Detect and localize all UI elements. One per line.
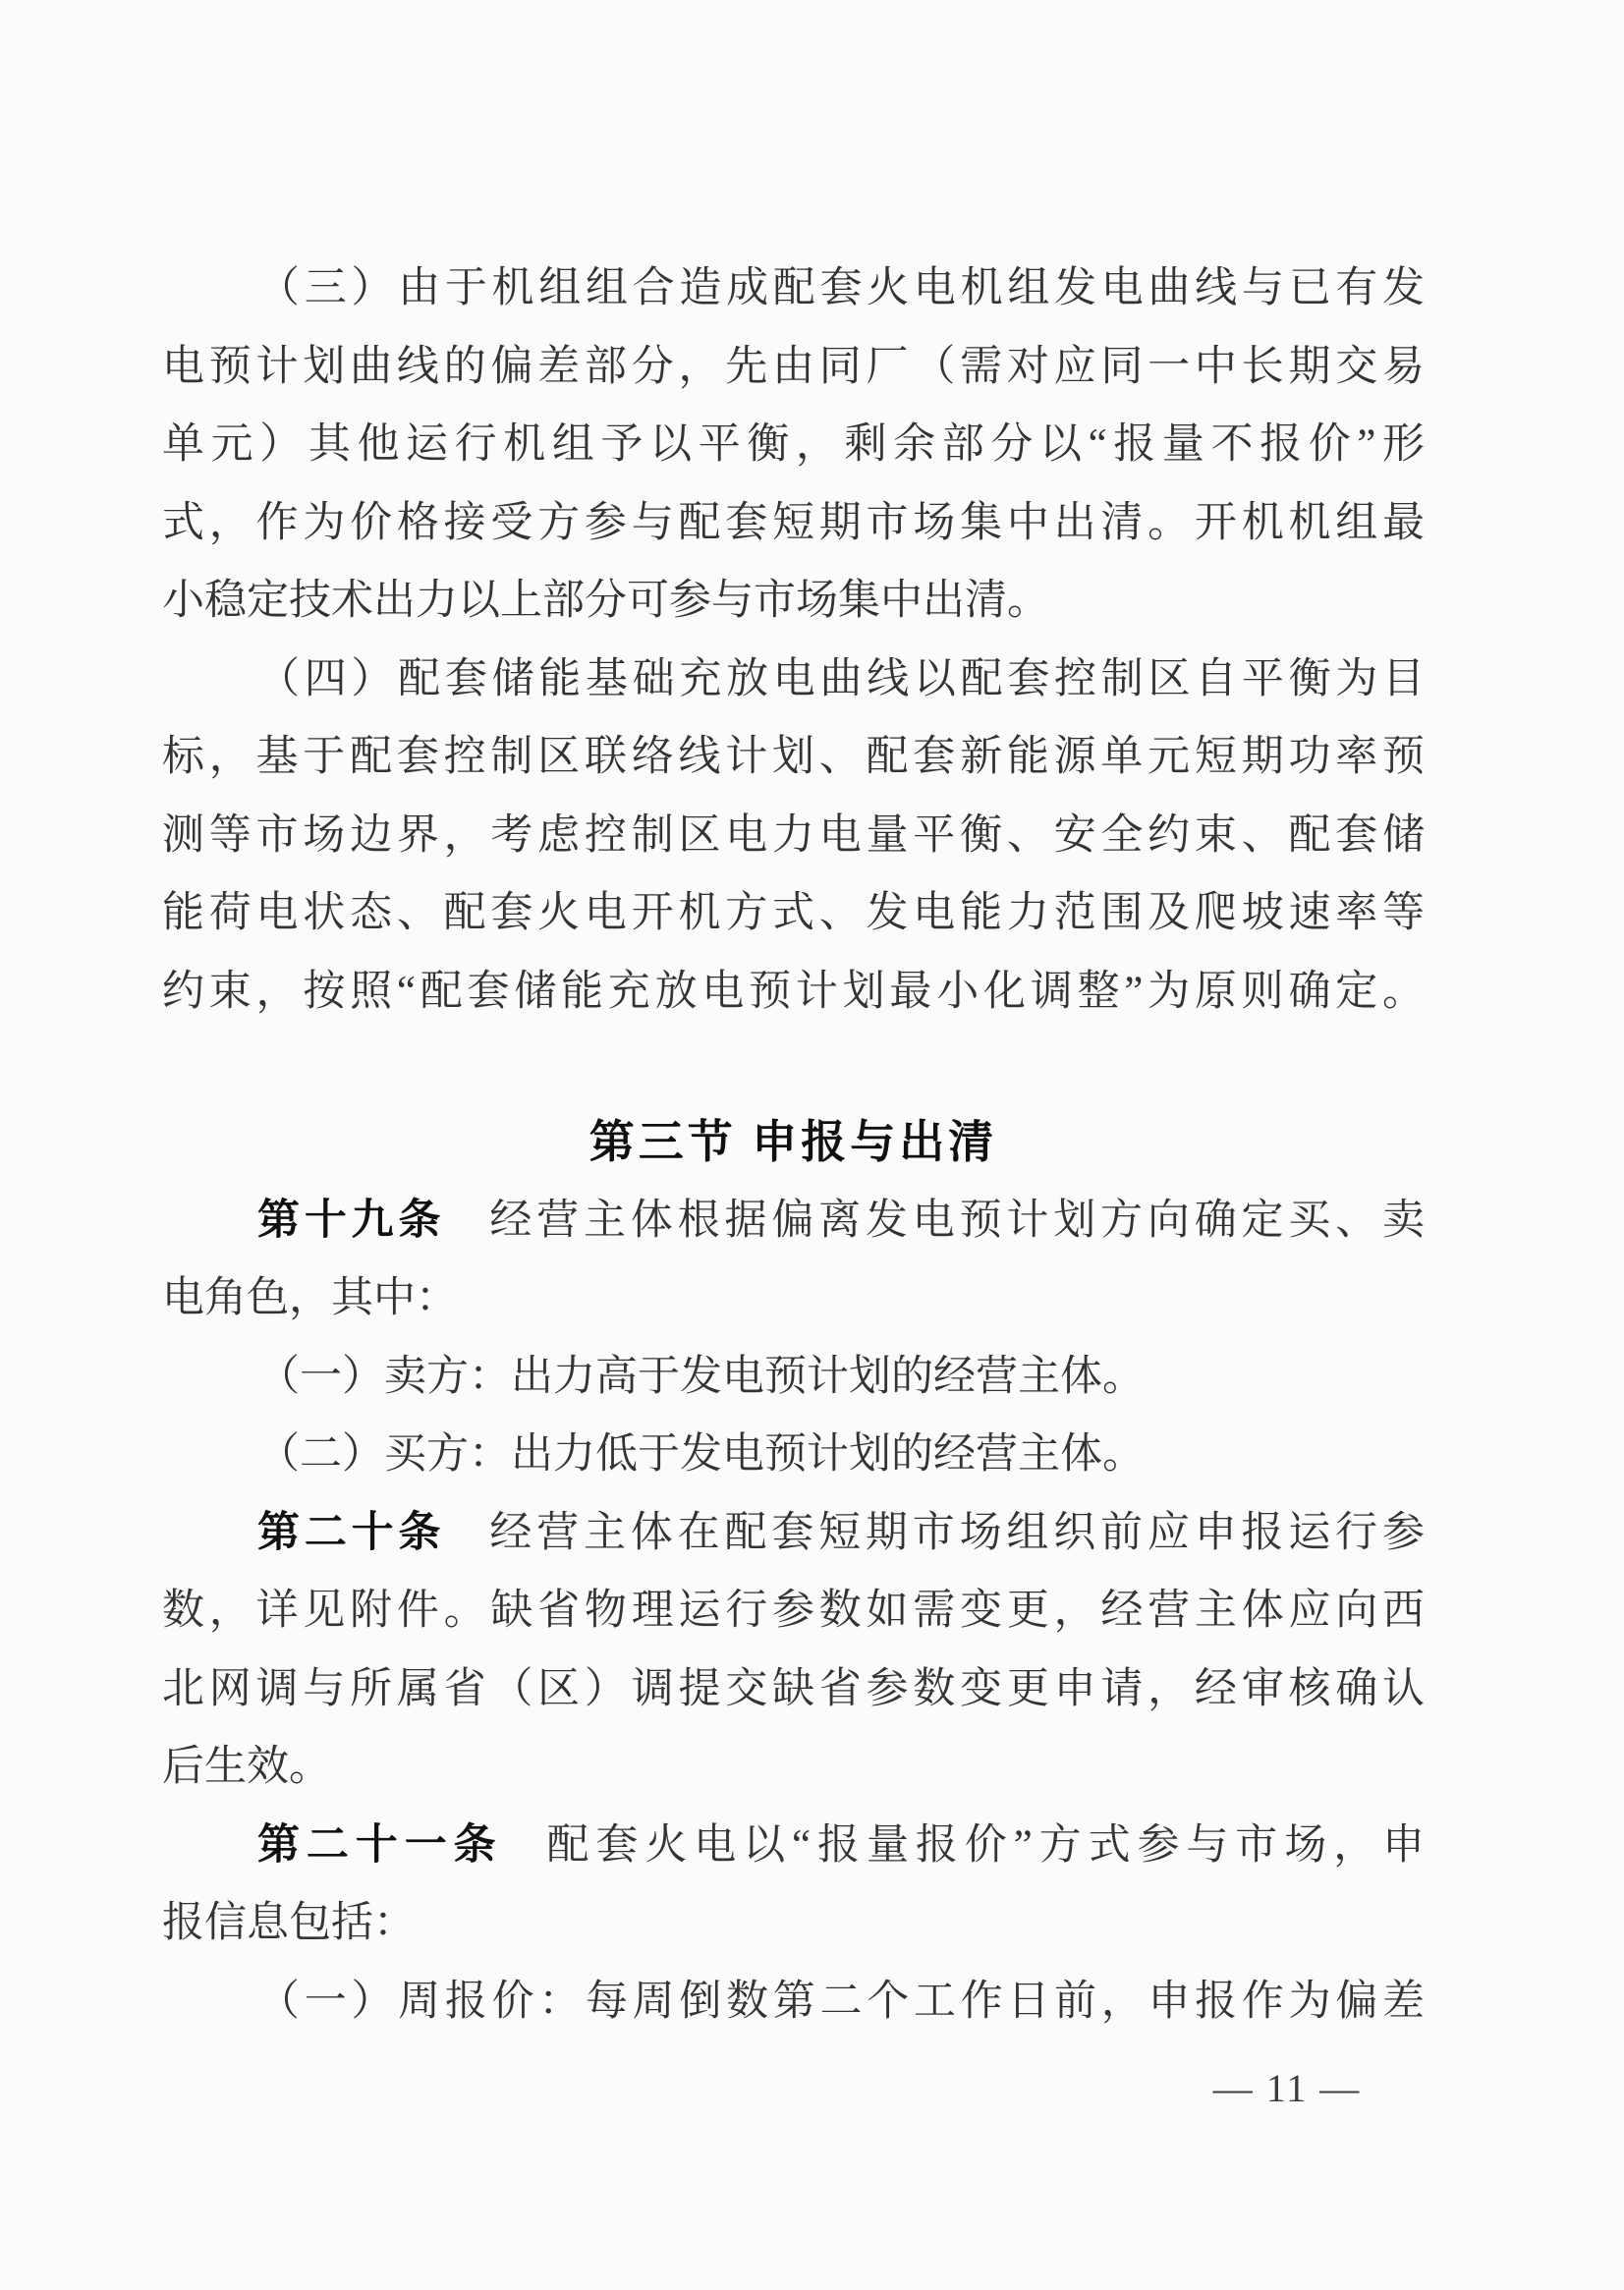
article-19-text: 经营主体根据偏离发电预计划方向确定买、卖 [489, 1197, 1426, 1244]
clause-4-line: 标，基于配套控制区联络线计划、配套新能源单元短期功率预 [162, 734, 1425, 780]
article-20-line: 北网调与所属省（区）调提交缺省参数变更申请，经审核确认 [162, 1665, 1425, 1712]
article-19-number: 第十九条 [257, 1197, 446, 1244]
clause-4-line: 测等市场边界，考虑控制区电力电量平衡、安全约束、配套储 [162, 811, 1425, 859]
article-20-number: 第二十条 [257, 1509, 446, 1556]
article-19-line [162, 1182, 1425, 1260]
article-19-line: 电角色，其中： [162, 1275, 458, 1321]
article-21-text: 配套火电以“报量报价”方式参与市场，申 [546, 1821, 1426, 1869]
clause-3-line: （三）由于机组组合造成配套火电机组发电曲线与已有发 [257, 265, 1425, 311]
article-20-line [162, 1494, 1425, 1573]
item-weekly-price: （一）周报价：每周倒数第二个工作日前，申报作为偏差 [257, 1978, 1425, 2025]
article-21-line: 报信息包括： [162, 1900, 416, 1946]
clause-3-line: 电预计划曲线的偏差部分，先由同厂（需对应同一中长期交易 [162, 343, 1425, 390]
section-heading: 第三节 申报与出清 [588, 1117, 998, 1167]
clause-3-line: 单元）其他运行机组予以平衡，剩余部分以“报量不报价”形 [162, 421, 1425, 468]
article-21-line [162, 1807, 1425, 1885]
article-20-line: 数，详见附件。缺省物理运行参数如需变更，经营主体应向西 [162, 1588, 1425, 1634]
item-seller: （一）卖方：出力高于发电预计划的经营主体。 [257, 1353, 1145, 1400]
article-20-text: 经营主体在配套短期市场组织前应申报运行参 [489, 1509, 1426, 1556]
item-buyer: （二）买方：出力低于发电预计划的经营主体。 [257, 1431, 1145, 1478]
clause-3-line: 小稳定技术出力以上部分可参与市场集中出清。 [162, 578, 1049, 624]
clause-4-line: （四）配套储能基础充放电曲线以配套控制区自平衡为目 [257, 655, 1425, 702]
article-21-number: 第二十一条 [257, 1821, 503, 1869]
document-body [162, 250, 1425, 2040]
page-number: — 11 — [1212, 2066, 1362, 2110]
article-20-line: 后生效。 [162, 1744, 331, 1790]
clause-4-line: 能荷电状态、配套火电开机方式、发电能力范围及爬坡速率等 [162, 890, 1425, 936]
clause-3-line: 式，作为价格接受方参与配套短期市场集中出清。开机机组最 [162, 499, 1425, 546]
clause-4-line: 约束，按照“配套储能充放电预计划最小化调整”为原则确定。 [162, 968, 1425, 1015]
